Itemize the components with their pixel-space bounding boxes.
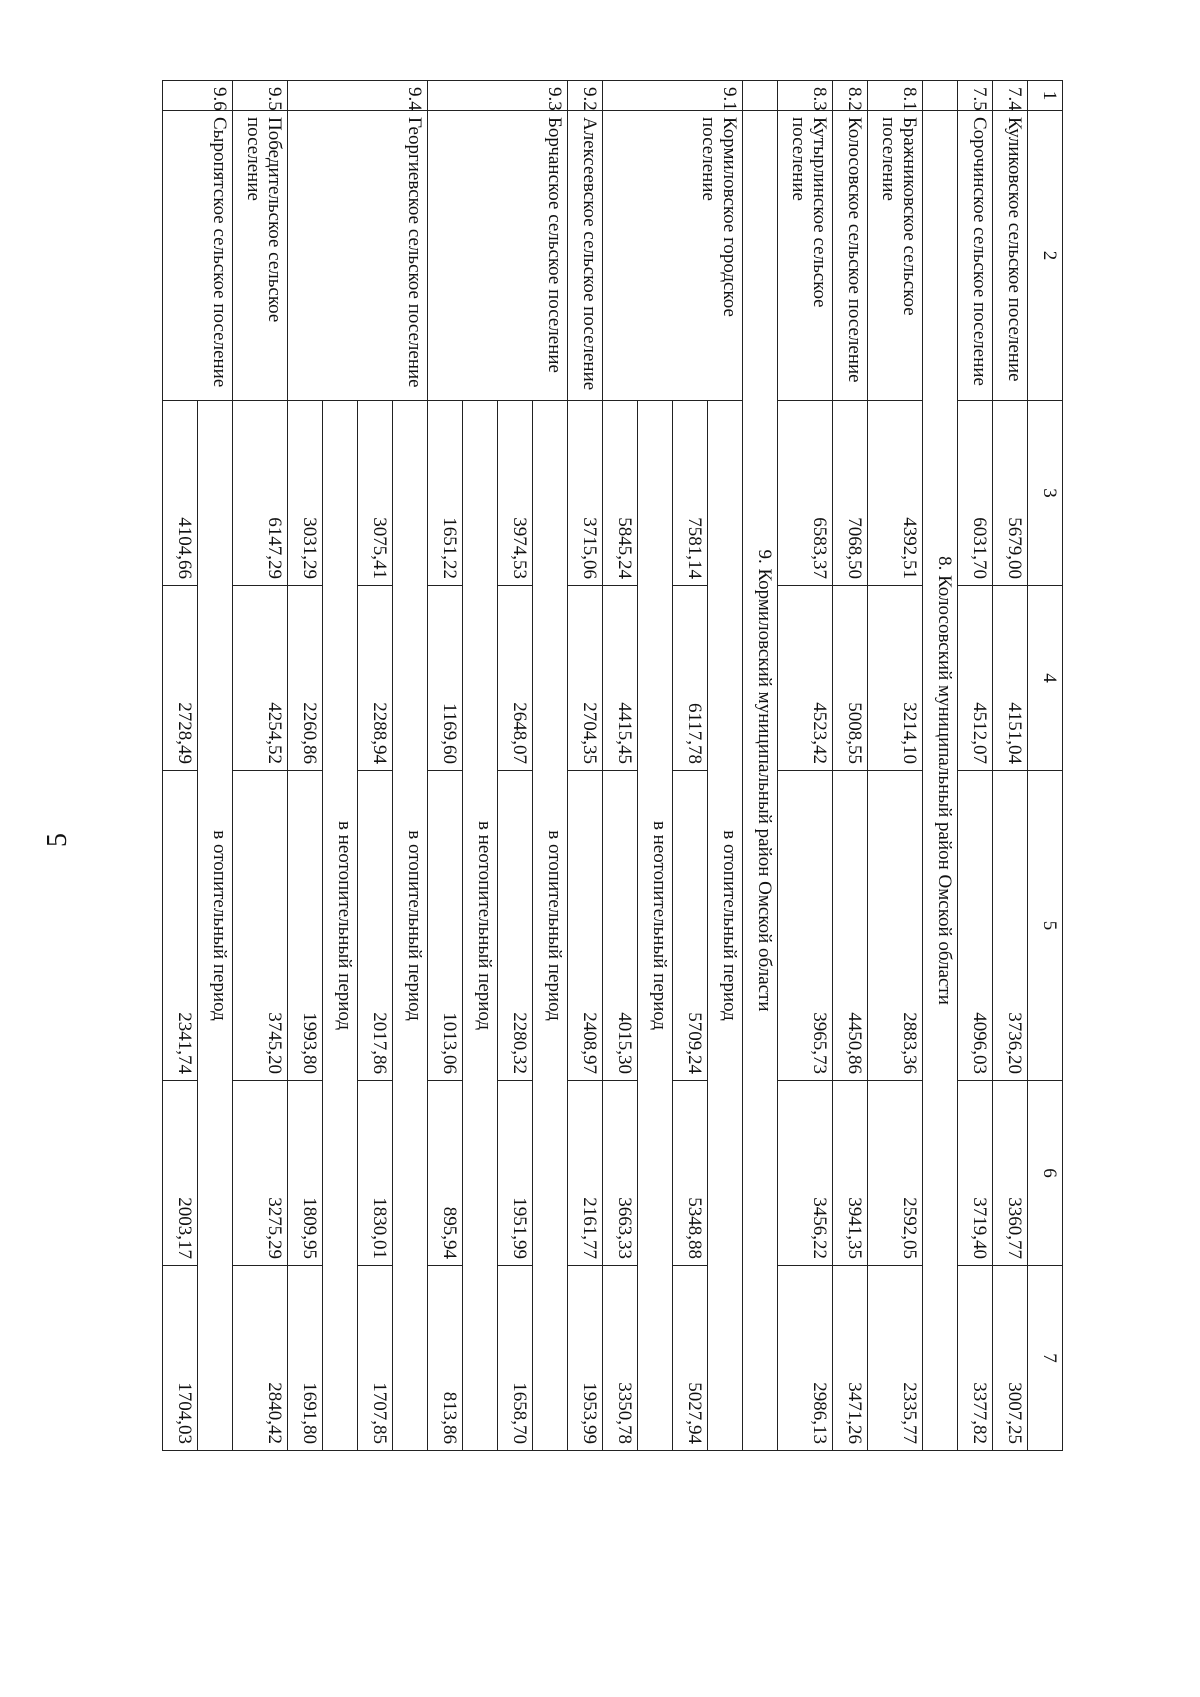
value-cell: 1169,60 [428,586,463,771]
value-cell: 3377,82 [958,1266,993,1451]
non-heating-period-label: в неотопительный период [463,401,498,1451]
settlement-name: Сорочинское сельское поселение [958,111,993,401]
section-number-cell [743,81,778,111]
period-row [533,81,568,1451]
row-number: 9.3 [428,81,568,111]
value-cell: 4450,86 [833,771,868,1081]
value-cell: 813,86 [428,1266,463,1451]
value-cell: 3715,06 [568,401,603,586]
value-cell: 6117,78 [673,586,708,771]
value-cell: 4104,66 [163,401,198,586]
value-cell: 1830,01 [358,1081,393,1266]
row-number: 7.4 [993,81,1028,111]
row-number: 8.2 [833,81,868,111]
value-cell: 5348,88 [673,1081,708,1266]
value-cell: 5679,00 [993,401,1028,586]
value-cell: 3719,40 [958,1081,993,1266]
table-row [833,81,868,1451]
settlement-name: Алексеевское сельское поселение [568,111,603,401]
table-row [993,81,1028,1451]
section-title: 9. Кормиловский муниципальный район Омской области [743,111,778,1451]
row-number: 7.5 [958,81,993,111]
value-cell: 3456,22 [778,1081,833,1266]
value-cell: 3974,53 [498,401,533,586]
value-cell: 2341,74 [163,771,198,1081]
header-cell: 5 [1028,771,1063,1081]
header-cell: 4 [1028,586,1063,771]
value-cell: 4015,30 [603,771,638,1081]
value-cell: 5027,94 [673,1266,708,1451]
value-cell: 4415,45 [603,586,638,771]
value-cell: 3275,29 [233,1081,288,1266]
header-cell: 1 [1028,81,1063,111]
value-cell: 3663,33 [603,1081,638,1266]
value-cell: 7581,14 [673,401,708,586]
value-cell: 1993,80 [288,771,323,1081]
value-cell: 2017,86 [358,771,393,1081]
value-cell: 3214,10 [868,586,923,771]
row-number: 9.4 [288,81,428,111]
value-cell: 1953,99 [568,1266,603,1451]
row-number: 9.1 [603,81,743,111]
value-cell: 4151,04 [993,586,1028,771]
value-cell: 5709,24 [673,771,708,1081]
value-cell: 2704,35 [568,586,603,771]
value-cell: 3745,20 [233,771,288,1081]
header-cell: 3 [1028,401,1063,586]
value-cell: 3941,35 [833,1081,868,1266]
period-row [393,81,428,1451]
value-cell: 3360,77 [993,1081,1028,1266]
value-cell: 3007,25 [993,1266,1028,1451]
settlement-name: Кутырлинское сельское поселение [778,111,833,401]
header-cell: 2 [1028,111,1063,401]
table-row [568,81,603,1451]
value-cell: 2003,17 [163,1081,198,1266]
value-cell: 7068,50 [833,401,868,586]
value-cell: 4096,03 [958,771,993,1081]
value-cell: 1704,03 [163,1266,198,1451]
value-cell: 1951,99 [498,1081,533,1266]
value-cell: 2883,36 [868,771,923,1081]
value-cell: 2728,49 [163,586,198,771]
value-cell: 2986,13 [778,1266,833,1451]
value-cell: 2161,77 [568,1081,603,1266]
value-cell: 895,94 [428,1081,463,1266]
value-cell: 3471,26 [833,1266,868,1451]
heating-period-label: в отопительный период [198,401,233,1451]
non-heating-period-label: в неотопительный период [638,401,673,1451]
header-cell: 6 [1028,1081,1063,1266]
row-number: 8.1 [868,81,923,111]
value-cell: 2408,97 [568,771,603,1081]
value-cell: 5008,55 [833,586,868,771]
value-cell: 2648,07 [498,586,533,771]
section-title: 8. Колосовский муниципальный район Омской области [923,111,958,1451]
heating-period-label: в отопительный период [393,401,428,1451]
value-cell: 1707,85 [358,1266,393,1451]
value-cell: 2280,32 [498,771,533,1081]
settlement-name: Колосовское сельское поселение [833,111,868,401]
heating-period-label: в отопительный период [533,401,568,1451]
value-cell: 6031,70 [958,401,993,586]
row-number: 8.3 [778,81,833,111]
row-number: 9.2 [568,81,603,111]
value-cell: 4254,52 [233,586,288,771]
value-cell: 1013,06 [428,771,463,1081]
row-number: 9.5 [233,81,288,111]
non-heating-period-label: в неотопительный период [323,401,358,1451]
value-cell: 5845,24 [603,401,638,586]
settlement-name: Бражниковское сельское поселение [868,111,923,401]
value-cell: 6583,37 [778,401,833,586]
value-cell: 1809,95 [288,1081,323,1266]
settlement-name: Куликовское сельское поселение [993,111,1028,401]
value-cell: 1691,80 [288,1266,323,1451]
value-cell: 3965,73 [778,771,833,1081]
header-cell: 7 [1028,1266,1063,1451]
value-cell: 4512,07 [958,586,993,771]
table-row [233,81,288,1451]
value-cell: 2592,05 [868,1081,923,1266]
settlement-name: Кормиловское городское поселение [603,111,743,401]
section-number-cell [923,81,958,111]
value-cell: 3350,78 [603,1266,638,1451]
table-row [778,81,833,1451]
value-cell: 4392,51 [868,401,923,586]
value-cell: 4523,42 [778,586,833,771]
value-cell: 3031,29 [288,401,323,586]
period-row [708,81,743,1451]
value-cell: 3075,41 [358,401,393,586]
value-cell: 2288,94 [358,586,393,771]
tariff-table [162,80,1063,1451]
value-cell: 2840,42 [233,1266,288,1451]
rotated-table-container [128,80,1063,1450]
settlement-name: Победительское сельское поселение [233,111,288,401]
value-cell: 1651,22 [428,401,463,586]
settlement-name: Борчанское сельское поселение [428,111,568,401]
section-row [923,81,958,1451]
page-number: 5 [42,833,73,847]
value-cell: 1658,70 [498,1266,533,1451]
settlement-name: Георгиевское сельское поселение [288,111,428,401]
value-cell: 2260,86 [288,586,323,771]
settlement-name: Сыропятское сельское поселение [163,111,233,401]
value-cell: 6147,29 [233,401,288,586]
section-row [743,81,778,1451]
heating-period-label: в отопительный период [708,401,743,1451]
table-row [958,81,993,1451]
value-cell: 3736,20 [993,771,1028,1081]
period-row [198,81,233,1451]
row-number: 9.6 [163,81,233,111]
table-row [868,81,923,1451]
header-row [1028,81,1063,1451]
value-cell: 2335,77 [868,1266,923,1451]
